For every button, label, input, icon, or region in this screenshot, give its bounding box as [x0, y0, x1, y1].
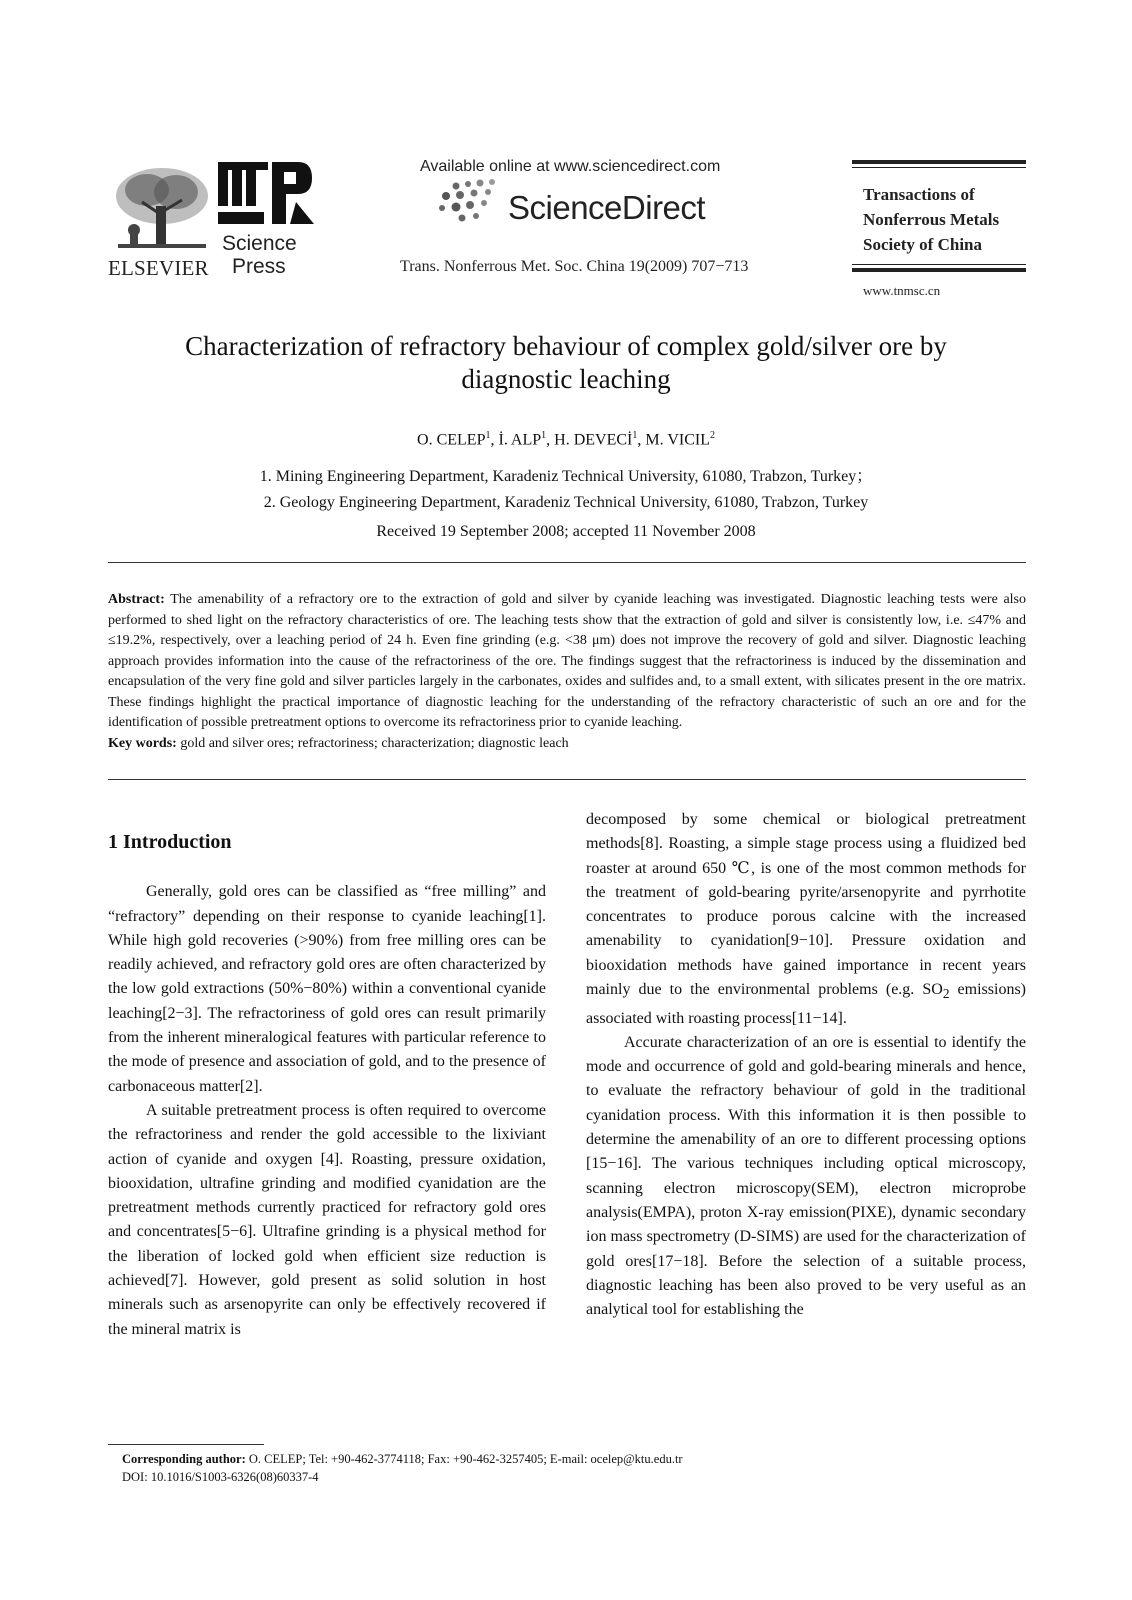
footnote: [122, 1450, 683, 1486]
science-press-text: [222, 232, 297, 278]
author-name: O. CELEP: [417, 431, 486, 449]
abstract-block: [108, 590, 1026, 754]
science-press-line2: Press: [232, 255, 286, 278]
author-affiliation-mark: 2: [709, 430, 715, 441]
author-name: M. VICIL: [645, 431, 710, 449]
journal-name-line3: Society of China: [863, 235, 982, 254]
abstract-label: Abstract:: [108, 592, 165, 607]
section-heading: 1 Introduction: [108, 831, 232, 853]
affiliations: [120, 464, 1012, 516]
journal-bottom-rule-thin: [852, 264, 1026, 265]
body-text-segment: emissions) associated with roasting process[11−14].: [586, 981, 1026, 1027]
right-column: [586, 808, 1026, 1322]
doi-line: DOI: 10.1016/S1003-6326(08)60337-4: [122, 1470, 319, 1484]
journal-url: www.tnmsc.cn: [863, 283, 941, 298]
author-affiliation-mark: 1: [485, 430, 491, 441]
article-title-line1: Characterization of refractory behaviour of complex gold/silver ore by: [185, 331, 947, 361]
science-press-line1: Science: [222, 232, 297, 255]
journal-bottom-rule: [852, 268, 1026, 272]
abstract-text: The amenability of a refractory ore to the extraction of gold and silver by cyanide leaching was investigated. Diagnostic leaching tests were also performed to shed light on the refractory characteristics of ore. The leaching tests show that the extraction of gold and silver is consistently low, i.e. ≤47% and ≤19.2%, respectively, over a leaching period of 24 h. Even fine grinding (e.g. <38 μm) does not improve the recovery of gold and silver. Diagnostic leaching approach provides information into the cause of the refractoriness of the ore. The findings suggest that the refractoriness is induced by the dissemination and encapsulation of the very fine gold and silver particles largely in the carbonates, oxides and sulfides and, to a small extent, with silicates present in the ore matrix. These findings highlight the practical importance of diagnostic leaching for the understanding of the refractory characteristic of such an ore and for the identification of possible pretreatment options to overcome its refractoriness prior to cyanide leaching.: [108, 592, 1027, 730]
journal-name-line1: Transactions of: [863, 185, 975, 204]
article-title: [120, 330, 1012, 396]
elsevier-wordmark: ELSEVIER: [108, 256, 209, 280]
body-paragraph: Accurate characterization of an ore is essential to identify the mode and occurrence of gold and gold-bearing minerals and hence, to evaluate the refractory behaviour of gold in the traditional cyanidation process. With this information it is then possible to determine the amenability of an ore to different processing options [15−16]. The various techniques including optical microscopy, scanning electron microscopy(SEM), electron microprobe analysis(EMPA), proton X-ray emission(PIXE), dynamic secondary ion mass spectrometry (D-SIMS) are used for the characterization of gold ores[17−18]. Before the selection of a suitable process, diagnostic leaching has been also proved to be very useful as an analytical tool for establishing the: [586, 1033, 1026, 1319]
body-text-segment: decomposed by some chemical or biological pretreatment methods[8]. Roasting, a simple stage process using a fluidized bed roaster at around 650 ℃, is one of the most common methods for the treatment of gold-bearing pyrite/arsenopyrite and pyrrhotite concentrates to produce porous calcine with the increased amenability to cyanidation[9−10]. Pressure oxidation and biooxidation methods have gained importance in recent years mainly due to the environmental problems (e.g. SO: [586, 811, 1026, 999]
elsevier-tree-logo: [112, 166, 210, 252]
abstract-top-divider: [108, 562, 1026, 563]
journal-name: [863, 182, 999, 257]
abstract-bottom-divider: [108, 779, 1026, 780]
journal-top-rule: [852, 160, 1026, 164]
available-online-text: Available online at www.sciencedirect.com: [420, 158, 721, 175]
footnote-label: Corresponding author:: [122, 1452, 246, 1466]
keywords-label: Key words:: [108, 735, 177, 751]
journal-citation: Trans. Nonferrous Met. Soc. China 19(2009) 707−713: [400, 258, 749, 275]
article-title-line2: diagnostic leaching: [461, 364, 671, 394]
corresponding-author-line: [122, 1450, 683, 1468]
affiliation-2: 2. Geology Engineering Department, Karadeniz Technical University, 61080, Trabzon, Turkey: [263, 494, 869, 511]
author-name: İ. ALP: [498, 431, 542, 449]
subscript: 2: [942, 986, 950, 1002]
footnote-text: O. CELEP; Tel: +90-462-3774118; Fax: +90-462-3257405; E-mail: ocelep@ktu.edu.tr: [248, 1452, 683, 1466]
body-paragraph: [586, 808, 1026, 1031]
footnote-divider: [108, 1444, 264, 1445]
author-affiliation-mark: 1: [541, 430, 547, 441]
journal-top-rule-thin: [852, 167, 1026, 168]
affiliation-1: 1. Mining Engineering Department, Karadeniz Technical University, 61080, Trabzon, Turkey；: [259, 468, 873, 485]
science-press-logo: [218, 162, 316, 232]
received-dates: Received 19 September 2008; accepted 11 November 2008: [376, 523, 756, 540]
keywords-text: gold and silver ores; refractoriness; characterization; diagnostic leach: [180, 735, 569, 751]
left-column: [108, 808, 546, 1342]
author-list: O. CELEP$^1$, İ. ALP$^1$, H. DEVECİ$^1$, M. VICIL$^2$: [417, 430, 715, 449]
author-affiliation-mark: 1: [632, 430, 638, 441]
sciencedirect-wordmark: ScienceDirect: [508, 189, 706, 226]
body-paragraph: A suitable pretreatment process is often required to overcome the refractoriness and render the gold accessible to the lixiviant action of cyanide and oxygen [4]. Roasting, pressure oxidation, biooxidation, ultrafine grinding and modified cyanidation are the pretreatment methods currently practiced for refractory gold ores and concentrates[5−6]. Ultrafine grinding is a physical method for the liberation of locked gold when efficient size reduction is achieved[7]. However, gold present as solid solution in host minerals such as arsenopyrite can only be effectively recovered if the mineral matrix is: [108, 1101, 546, 1338]
sciencedirect-dots-logo: [436, 178, 508, 222]
journal-name-line2: Nonferrous Metals: [863, 210, 1000, 229]
body-paragraph: Generally, gold ores can be classified as “free milling” and “refractory” depending on their response to cyanide leaching[1]. While high gold recoveries (>90%) from free milling ores can be readily achieved, and refractory gold ores are often characterized by the low gold extractions (50%−80%) within a conventional cyanide leaching[2−3]. The refractoriness of gold ores can result primarily from the inherent mineralogical features with particular reference to the mode of presence and association of gold, and to the presence of carbonaceous matter[2].: [108, 883, 546, 1095]
author-name: H. DEVECİ: [554, 431, 633, 449]
